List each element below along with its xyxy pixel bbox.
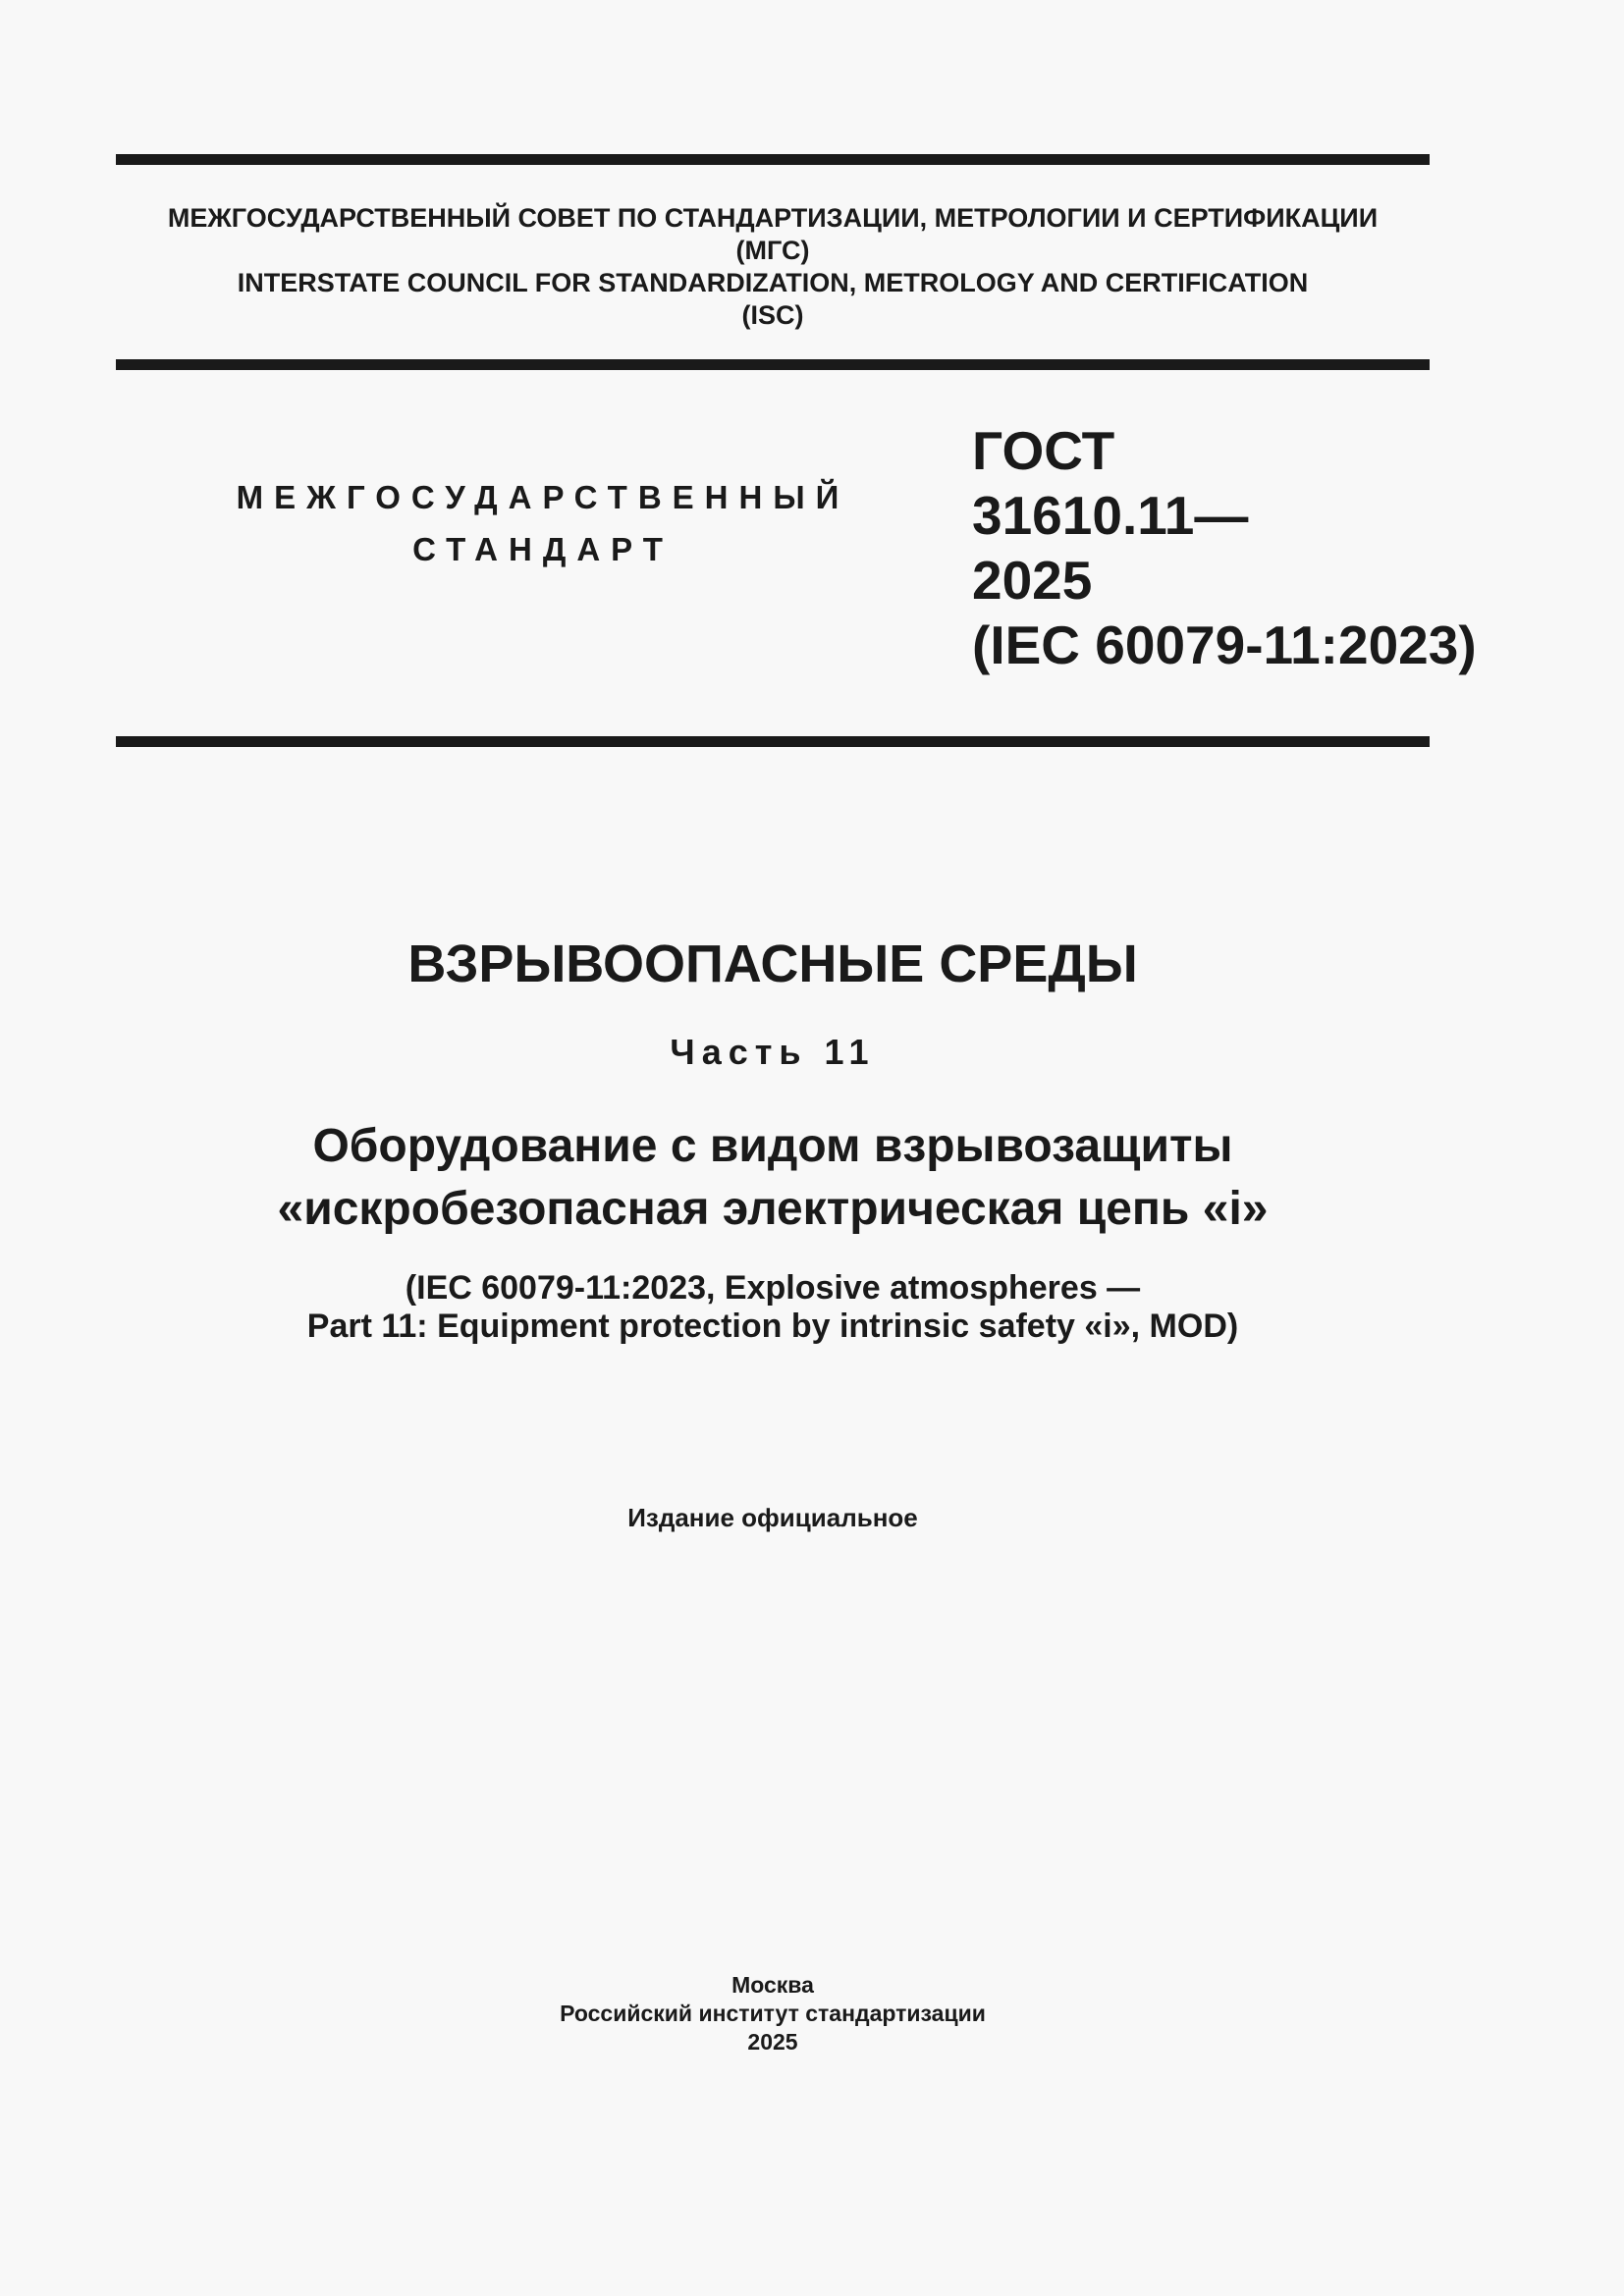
subtitle-line1: Оборудование с видом взрывозащиты bbox=[312, 1120, 1233, 1172]
subtitle-line2: «искробезопасная электрическая цепь «i» bbox=[277, 1183, 1269, 1235]
section-rule bbox=[116, 736, 1430, 747]
iec-reference bbox=[116, 1269, 1430, 1346]
imprint bbox=[116, 1971, 1430, 2056]
imprint-year: 2025 bbox=[747, 2029, 798, 2055]
council-abbr-en: (ISC) bbox=[741, 300, 804, 330]
council-abbr-ru: (МГС) bbox=[735, 236, 810, 265]
document-subtitle bbox=[116, 1115, 1430, 1241]
council-name-ru: МЕЖГОСУДАРСТВЕННЫЙ СОВЕТ ПО СТАНДАРТИЗАЦИИ, МЕТРОЛОГИИ И СЕРТИФИКАЦИИ bbox=[167, 203, 1379, 233]
standard-type-line1: МЕЖГОСУДАРСТВЕННЫЙ bbox=[236, 479, 850, 515]
standard-type bbox=[155, 471, 931, 575]
reference-line1: (IEC 60079-11:2023, Explosive atmospheres — bbox=[405, 1269, 1141, 1307]
document-title: ВЗРЫВООПАСНЫЕ СРЕДЫ bbox=[407, 934, 1138, 993]
standard-number-line4: (IEC 60079-11:2023) bbox=[972, 614, 1477, 675]
imprint-city: Москва bbox=[731, 1972, 814, 1998]
council-header bbox=[116, 202, 1430, 332]
standard-number bbox=[972, 418, 1477, 677]
top-rule bbox=[116, 154, 1430, 165]
header-rule bbox=[116, 359, 1430, 370]
edition-label: Издание официальное bbox=[627, 1503, 918, 1532]
standard-number-line1: ГОСТ bbox=[972, 420, 1115, 481]
part-label: Часть 11 bbox=[670, 1032, 876, 1072]
council-name-en: INTERSTATE COUNCIL FOR STANDARDIZATION, METROLOGY AND CERTIFICATION bbox=[237, 268, 1309, 297]
reference-line2: Part 11: Equipment protection by intrinsic safety «i», MOD) bbox=[306, 1308, 1239, 1345]
standard-number-line2: 31610.11— bbox=[972, 485, 1249, 546]
standard-type-line2: СТАНДАРТ bbox=[412, 531, 674, 567]
standard-number-line3: 2025 bbox=[972, 550, 1093, 611]
imprint-publisher: Российский институт стандартизации bbox=[560, 2001, 986, 2026]
